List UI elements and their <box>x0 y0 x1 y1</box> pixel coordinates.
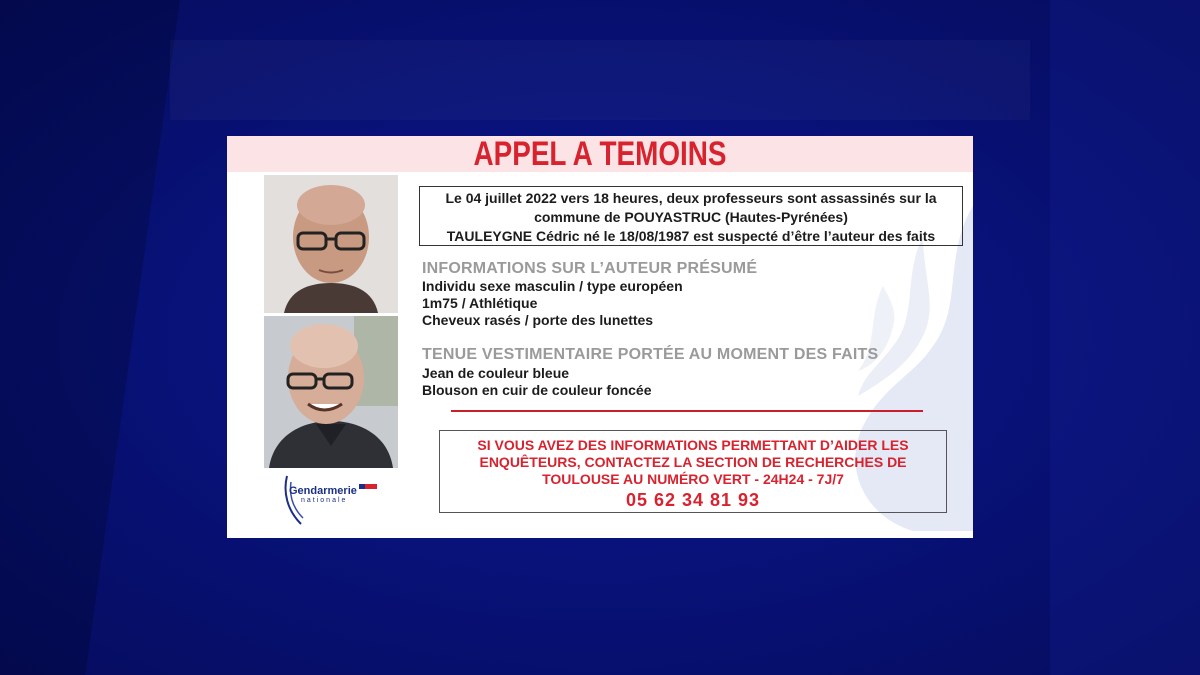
logo-subtitle: nationale <box>301 497 348 504</box>
suspect-info-heading: INFORMATIONS SUR L’AUTEUR PRÉSUMÉ <box>422 260 758 277</box>
suspect-photo-smiling <box>264 316 398 468</box>
contact-box <box>439 430 947 513</box>
logo-name: Gendarmerie <box>289 485 357 497</box>
poster-title: APPEL A TEMOINS <box>473 136 727 173</box>
red-divider <box>451 410 923 412</box>
background-logo-shape-right <box>1050 0 1200 675</box>
suspect-photo-front <box>264 175 398 313</box>
background-logo-shape-top <box>170 40 1030 120</box>
suspect-info-line: Cheveux rasés / porte des lunettes <box>422 312 654 328</box>
clothing-line: Blouson en cuir de couleur foncée <box>422 382 652 398</box>
clothing-line: Jean de couleur bleue <box>422 365 570 381</box>
facts-line: TAULEYGNE Cédric né le 18/08/1987 est suspecté d’être l’auteur des faits <box>446 228 936 244</box>
background-logo-shape-left <box>0 0 180 675</box>
phone-number: 05 62 34 81 93 <box>625 490 761 510</box>
contact-line: SI VOUS AVEZ DES INFORMATIONS PERMETTANT D’AIDER LES <box>477 437 909 453</box>
facts-summary-box <box>419 186 963 246</box>
facts-line: commune de POUYASTRUC (Hautes-Pyrénées) <box>534 209 848 225</box>
suspect-info-line: Individu sexe masculin / type européen <box>422 278 683 294</box>
contact-line: ENQUÊTEURS, CONTACTEZ LA SECTION DE RECHERCHES DE <box>479 454 907 470</box>
witness-appeal-poster <box>227 136 973 538</box>
contact-line: TOULOUSE AU NUMÉRO VERT - 24H24 - 7J/7 <box>542 471 844 487</box>
suspect-info-line: 1m75 / Athlétique <box>422 295 538 311</box>
clothing-heading: TENUE VESTIMENTAIRE PORTÉE AU MOMENT DES FAITS <box>422 346 879 363</box>
facts-line: Le 04 juillet 2022 vers 18 heures, deux professeurs sont assassinés sur la <box>445 190 937 206</box>
